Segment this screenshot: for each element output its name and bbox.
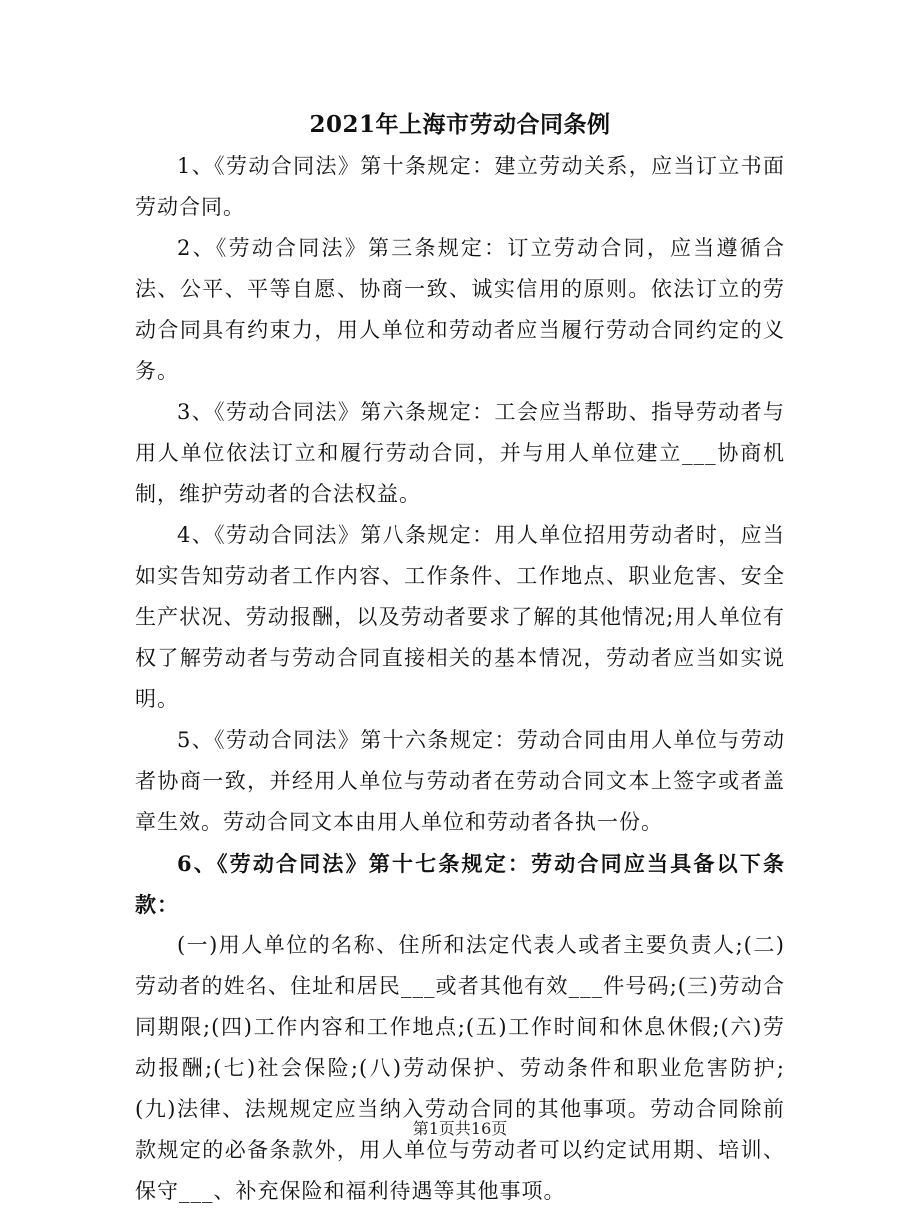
page-number-footer: 第1页共16页 xyxy=(412,1119,508,1138)
paragraph-article-6: 3、《劳动合同法》第六条规定：工会应当帮助、指导劳动者与用人单位依法订立和履行劳动合同，并与用人单位建立___协商机制，维护劳动者的合法权益。 xyxy=(135,400,785,506)
paragraph-article-17-heading: 6、《劳动合同法》第十七条规定：劳动合同应当具备以下条款： xyxy=(135,851,785,917)
paragraph-article-8: 4、《劳动合同法》第八条规定：用人单位招用劳动者时，应当如实告知劳动者工作内容、工作条件、工作地点、职业危害、安全生产状况、劳动报酬，以及劳动者要求了解的其他情况;用人单位有权了解劳动者与劳动合同直接相关的基本情况，劳动者应当如实说明。 xyxy=(135,523,785,711)
document-body xyxy=(135,146,785,1212)
paragraph-article-17-clauses: (一)用人单位的名称、住所和法定代表人或者主要负责人;(二)劳动者的姓名、住址和居民___或者其他有效___件号码;(三)劳动合同期限;(四)工作内容和工作地点;(五)工作时间和休息休假;(六)劳动报酬;(七)社会保险;(八)劳动保护、劳动条件和职业危害防护;(九)法律、法规规定应当纳入劳动合同的其他事项。劳动合同除前款规定的必备条款外，用人单位与劳动者可以约定试用期、培训、保守___、补充保险和福利待遇等其他事项。 xyxy=(135,933,785,1203)
document-title: 2021年上海市劳动合同条例 xyxy=(309,111,611,138)
paragraph-article-10: 1、《劳动合同法》第十条规定：建立劳动关系，应当订立书面劳动合同。 xyxy=(135,154,785,219)
paragraph-article-16: 5、《劳动合同法》第十六条规定：劳动合同由用人单位与劳动者协商一致，并经用人单位与劳动者在劳动合同文本上签字或者盖章生效。劳动合同文本由用人单位和劳动者各执一份。 xyxy=(135,728,785,834)
paragraph-article-3: 2、《劳动合同法》第三条规定：订立劳动合同，应当遵循合法、公平、平等自愿、协商一致、诚实信用的原则。依法订立的劳动合同具有约束力，用人单位和劳动者应当履行劳动合同约定的义务。 xyxy=(135,236,785,383)
